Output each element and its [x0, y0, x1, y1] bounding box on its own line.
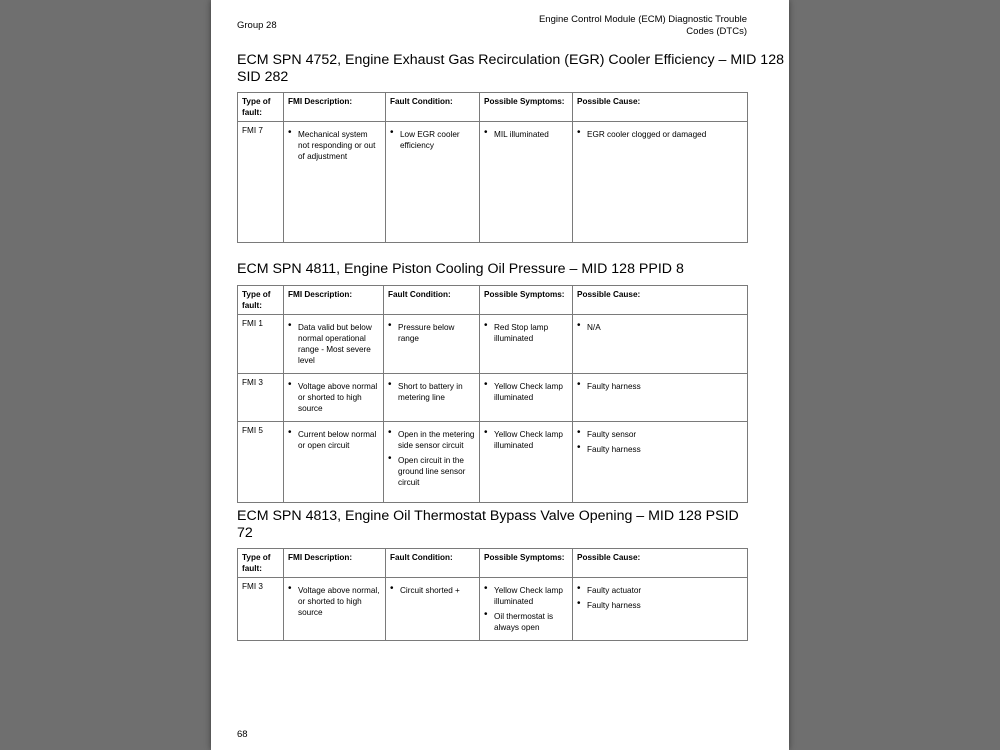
- list-item: • Mechanical system not responding or out of adjustment: [288, 129, 381, 162]
- cell-symptoms: [480, 578, 573, 641]
- list-item: • MIL illuminated: [484, 129, 568, 140]
- list-item: • Low EGR cooler efficiency: [390, 129, 475, 151]
- cell-condition: [384, 422, 480, 503]
- header-section-line-2: Codes (DTCs): [686, 26, 747, 37]
- section-title-spn-4813: ECM SPN 4813, Engine Oil Thermostat Bypass Valve Opening – MID 128 PSID 72: [237, 508, 739, 541]
- col-possible-cause: Possible Cause:: [573, 549, 748, 578]
- cell-fault: FMI 1: [238, 315, 284, 374]
- list-item: • Faulty harness: [577, 444, 743, 455]
- col-possible-symptoms: Possible Symptoms:: [480, 549, 573, 578]
- list-item: • Short to battery in metering line: [388, 381, 475, 403]
- cell-fault: FMI 7: [238, 122, 284, 243]
- col-fault-condition: Fault Condition:: [384, 286, 480, 315]
- list-item: • Current below normal or open circuit: [288, 429, 379, 451]
- list-item: • Yellow Check lamp illuminated: [484, 429, 568, 451]
- list-item: • Faulty harness: [577, 381, 743, 392]
- list-item: • EGR cooler clogged or damaged: [577, 129, 743, 140]
- col-type-of-fault: Type of fault:: [238, 93, 284, 122]
- cell-symptoms: [480, 374, 573, 422]
- col-possible-cause: Possible Cause:: [573, 286, 748, 315]
- cell-cause: [573, 422, 748, 503]
- cell-fault: FMI 5: [238, 422, 284, 503]
- cell-description: [284, 374, 384, 422]
- table-row: [238, 578, 748, 641]
- cell-fault: FMI 3: [238, 374, 284, 422]
- col-fmi-description: FMI Description:: [284, 549, 386, 578]
- list-item: • Faulty sensor: [577, 429, 743, 440]
- col-type-of-fault: Type of fault:: [238, 549, 284, 578]
- cell-condition: [384, 374, 480, 422]
- page-number: 68: [237, 729, 248, 740]
- list-item: • Data valid but below normal operational range - Most severe level: [288, 322, 379, 366]
- cell-cause: [573, 374, 748, 422]
- header-section-line-1: Engine Control Module (ECM) Diagnostic Trouble: [538, 14, 747, 25]
- cell-description: [284, 422, 384, 503]
- list-item: • Yellow Check lamp illuminated: [484, 585, 568, 607]
- document-page: [211, 0, 789, 750]
- col-possible-cause: Possible Cause:: [573, 93, 748, 122]
- cell-description: [284, 315, 384, 374]
- dtc-table-spn-4752: [237, 92, 748, 243]
- col-possible-symptoms: Possible Symptoms:: [480, 93, 573, 122]
- table-row: [238, 122, 748, 243]
- col-fmi-description: FMI Description:: [284, 286, 384, 315]
- list-item: • N/A: [577, 322, 743, 333]
- cell-description: [284, 122, 386, 243]
- list-item: • Open in the metering side sensor circuit: [388, 429, 475, 451]
- list-item: • Oil thermostat is always open: [484, 611, 568, 633]
- list-item: • Voltage above normal or shorted to high source: [288, 381, 379, 414]
- table-row: [238, 374, 748, 422]
- dtc-table-spn-4811: [237, 285, 748, 503]
- list-item: • Red Stop lamp illuminated: [484, 322, 568, 344]
- cell-cause: [573, 578, 748, 641]
- list-item: • Pressure below range: [388, 322, 475, 344]
- table-header-row: [238, 93, 748, 122]
- col-fault-condition: Fault Condition:: [386, 93, 480, 122]
- cell-symptoms: [480, 315, 573, 374]
- dtc-table-spn-4813: [237, 548, 748, 641]
- table-header-row: [238, 549, 748, 578]
- list-item: • Voltage above normal, or shorted to high source: [288, 585, 381, 618]
- col-fault-condition: Fault Condition:: [386, 549, 480, 578]
- list-item: • Open circuit in the ground line sensor circuit: [388, 455, 475, 488]
- list-item: • Faulty actuator: [577, 585, 743, 596]
- col-type-of-fault: Type of fault:: [238, 286, 284, 315]
- list-item: • Circuit shorted +: [390, 585, 475, 596]
- list-item: • Faulty harness: [577, 600, 743, 611]
- section-title-spn-4752: ECM SPN 4752, Engine Exhaust Gas Recirculation (EGR) Cooler Efficiency – MID 128 SID 282: [237, 52, 784, 85]
- section-title-spn-4811: ECM SPN 4811, Engine Piston Cooling Oil Pressure – MID 128 PPID 8: [237, 261, 684, 277]
- table-row: [238, 315, 748, 374]
- cell-condition: [386, 122, 480, 243]
- table-header-row: [238, 286, 748, 315]
- header-section: [487, 14, 747, 38]
- cell-cause: [573, 315, 748, 374]
- cell-condition: [384, 315, 480, 374]
- col-possible-symptoms: Possible Symptoms:: [480, 286, 573, 315]
- cell-cause: [573, 122, 748, 243]
- table-row: [238, 422, 748, 503]
- list-item: • Yellow Check lamp illuminated: [484, 381, 568, 403]
- cell-description: [284, 578, 386, 641]
- cell-fault: FMI 3: [238, 578, 284, 641]
- col-fmi-description: FMI Description:: [284, 93, 386, 122]
- cell-condition: [386, 578, 480, 641]
- cell-symptoms: [480, 422, 573, 503]
- header-group: Group 28: [237, 20, 277, 31]
- cell-symptoms: [480, 122, 573, 243]
